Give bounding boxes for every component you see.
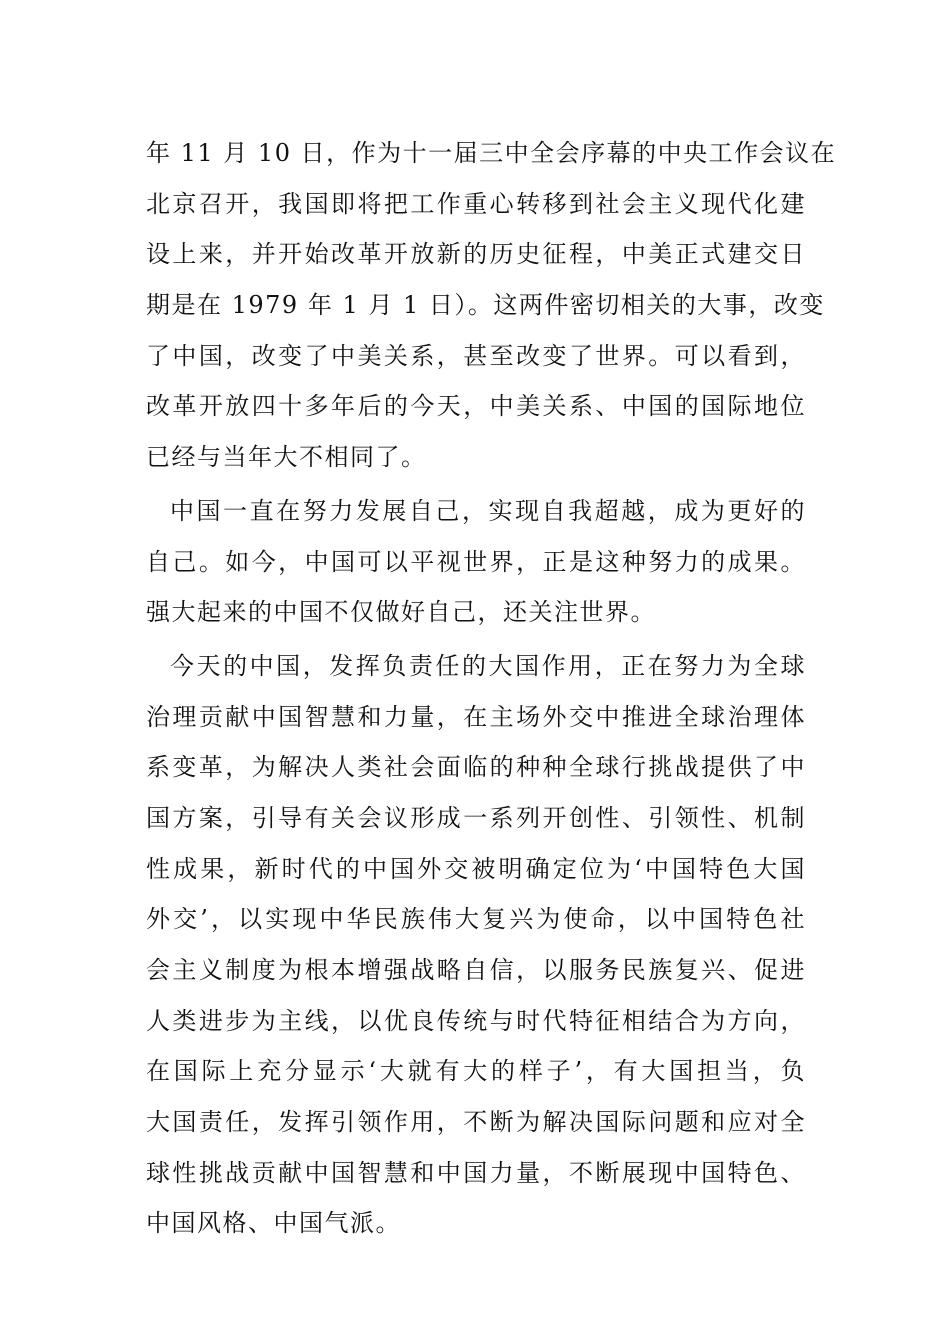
text-line: 球性挑战贡献中国智慧和中国力量，不断展现中国特色、: [146, 1158, 806, 1187]
text-line: 外交’，以实现中华民族伟大复兴为使命，以中国特色社: [146, 905, 806, 934]
paragraph-3: [146, 641, 806, 1249]
text-line: 系变革，为解决人类社会面临的种种全球行挑战提供了中: [146, 753, 806, 782]
text-line: 中国风格、中国气派。: [146, 1209, 401, 1238]
text-line: 已经与当年大不相同了。: [146, 443, 427, 472]
text-line: 设上来，并开始改革开放新的历史征程，中美正式建交日: [146, 240, 806, 269]
text-line: 在国际上充分显示‘大就有大的样子’，有大国担当，负: [146, 1057, 806, 1086]
text-line: 今天的中国，发挥负责任的大国作用，正在努力为全球: [170, 651, 806, 680]
text-line: 改革开放四十多年后的今天，中美关系、中国的国际地位: [146, 392, 806, 421]
text-line: 年 11 月 10 日，作为十一届三中全会序幕的中央工作会议在: [146, 139, 837, 167]
text-line: 中国一直在努力发展自己，实现自我超越，成为更好的: [170, 496, 806, 525]
text-line: 性成果，新时代的中国外交被明确定位为‘中国特色大国: [146, 854, 806, 883]
document-body: [146, 128, 837, 1252]
text-line: 会主义制度为根本增强战略自信，以服务民族复兴、促进: [146, 956, 806, 984]
text-line: 了中国，改变了中美关系，甚至改变了世界。可以看到，: [146, 341, 806, 370]
text-line: 人类进步为主线，以优良传统与时代特征相结合为方向，: [146, 1006, 806, 1035]
text-line: 期是在 1979 年 1 月 1 日）。这两件密切相关的大事，改变: [146, 291, 825, 320]
text-line: 自己。如今，中国可以平视世界，正是这种努力的成果。: [146, 547, 806, 576]
text-line: 强大起来的中国不仅做好自己，还关注世界。: [146, 598, 656, 627]
text-line: 国方案，引导有关会议形成一系列开创性、引领性、机制: [146, 803, 806, 832]
text-line: 北京召开，我国即将把工作重心转移到社会主义现代化建: [146, 189, 806, 218]
paragraph-2: [146, 486, 806, 638]
paragraph-1: [146, 128, 837, 483]
text-line: 治理贡献中国智慧和力量，在主场外交中推进全球治理体: [146, 702, 806, 731]
text-line: 大国责任，发挥引领作用，不断为解决国际问题和应对全: [146, 1108, 806, 1137]
